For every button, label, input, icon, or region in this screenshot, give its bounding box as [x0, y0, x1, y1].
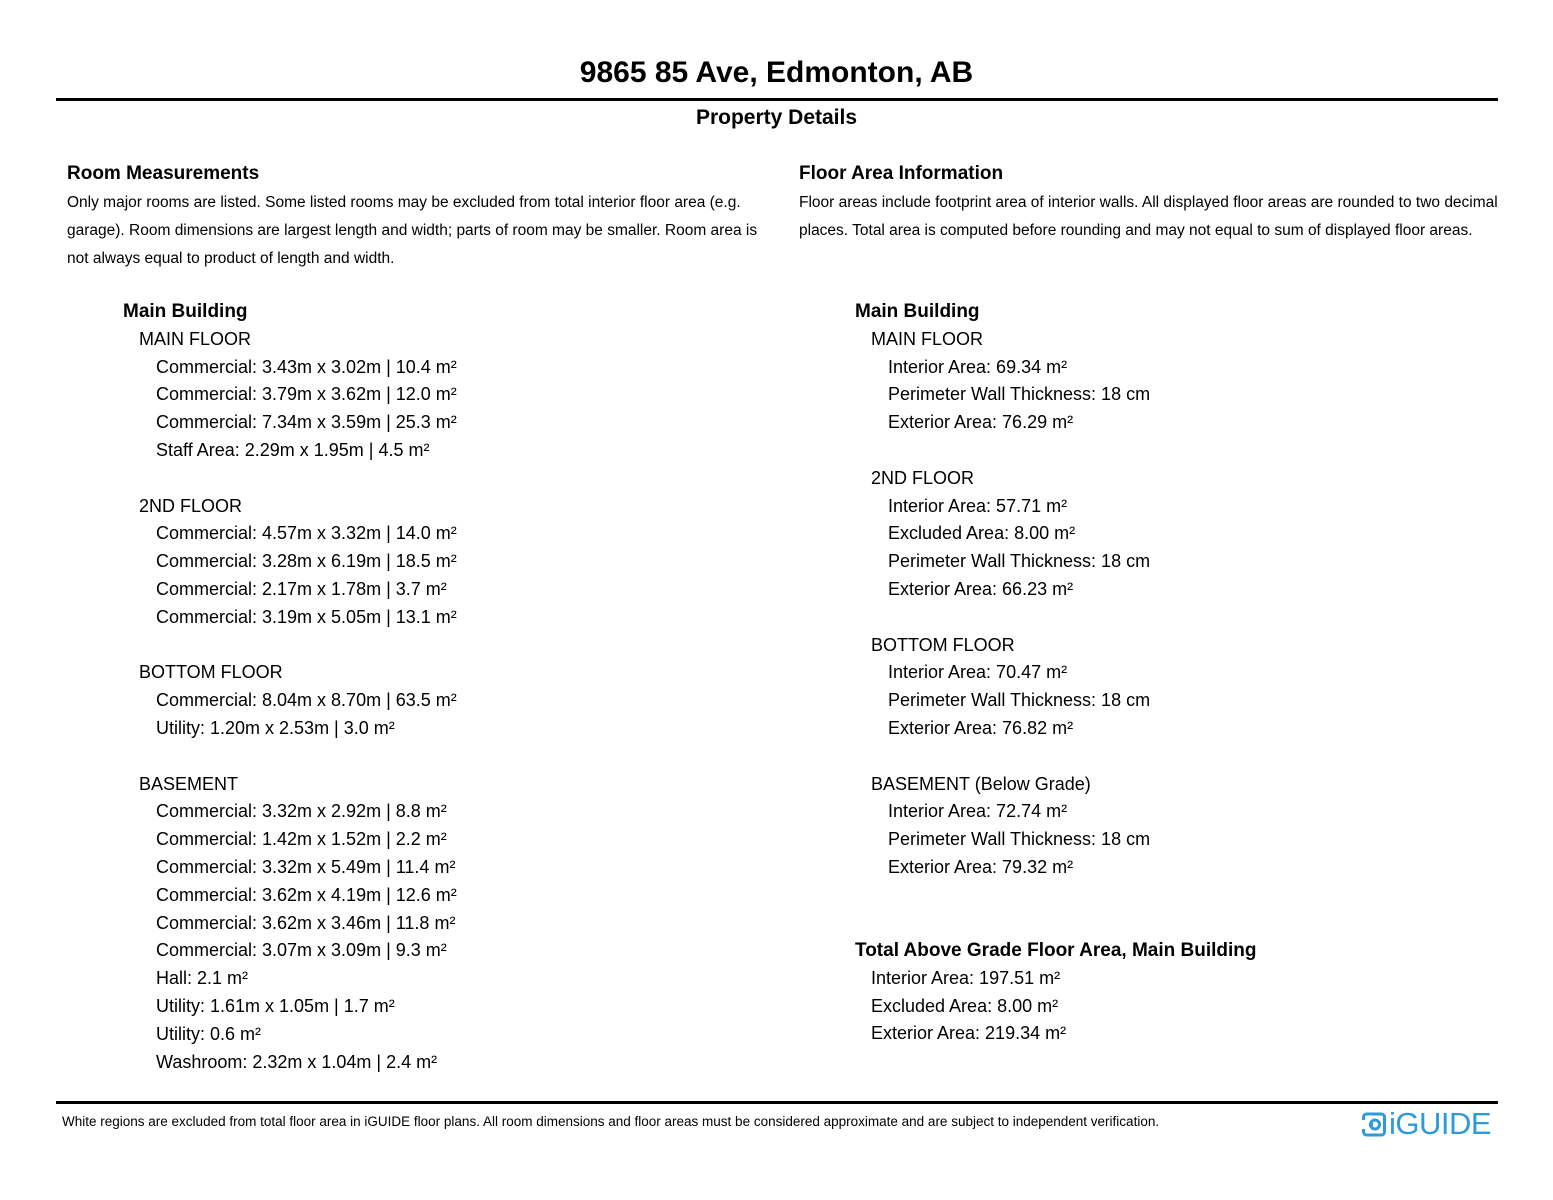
area-item: Interior Area: 69.34 m² [888, 356, 1068, 377]
total-area-item: Excluded Area: 8.00 m² [871, 995, 1059, 1016]
floor-area-heading: Floor Area Information [799, 163, 1004, 184]
floor-area-intro: Floor areas include footprint area of interior walls. All displayed floor areas are rounded to two decimal places. Total area is computed before rounding and may not equal to sum of displayed floor areas. [799, 194, 1498, 239]
room-item: Commercial: 3.62m x 3.46m | 11.8 m² [156, 912, 456, 933]
room-item: Utility: 1.61m x 1.05m | 1.7 m² [156, 995, 395, 1016]
area-item: Interior Area: 70.47 m² [888, 662, 1068, 683]
total-area-item: Interior Area: 197.51 m² [871, 967, 1061, 988]
area-item: Exterior Area: 76.82 m² [888, 717, 1074, 738]
spacer [123, 465, 743, 493]
room-item: Commercial: 3.32m x 5.49m | 11.4 m² [156, 856, 456, 877]
area-item: Excluded Area: 8.00 m² [888, 523, 1076, 544]
room-item: Commercial: 3.28m x 6.19m | 18.5 m² [156, 551, 457, 572]
floor-title: MAIN FLOOR [139, 328, 252, 349]
room-item: Commercial: 1.42m x 1.52m | 2.2 m² [156, 829, 447, 850]
spacer [855, 437, 1495, 465]
area-item: Exterior Area: 76.29 m² [888, 412, 1074, 433]
floor-title: 2ND FLOOR [871, 467, 975, 488]
iguide-logo-icon [1362, 1111, 1386, 1137]
footer-disclaimer: White regions are excluded from total floor area in iGUIDE floor plans. All room dimensions and floor areas must be considered approximate and are subject to independent verification. [62, 1114, 1160, 1129]
floor-title: MAIN FLOOR [871, 328, 984, 349]
room-measurements-list [123, 298, 743, 1076]
building-title: Main Building [855, 301, 980, 322]
room-item: Commercial: 3.32m x 2.92m | 8.8 m² [156, 801, 447, 822]
header-divider [56, 98, 1498, 101]
room-item: Commercial: 2.17m x 1.78m | 3.7 m² [156, 578, 447, 599]
area-item: Interior Area: 72.74 m² [888, 801, 1068, 822]
room-item: Washroom: 2.32m x 1.04m | 2.4 m² [156, 1051, 438, 1072]
room-item: Commercial: 8.04m x 8.70m | 63.5 m² [156, 690, 457, 711]
area-item: Interior Area: 57.71 m² [888, 495, 1068, 516]
room-item: Commercial: 3.07m x 3.09m | 9.3 m² [156, 940, 447, 961]
room-item: Commercial: 3.19m x 5.05m | 13.1 m² [156, 606, 457, 627]
room-item: Utility: 0.6 m² [156, 1023, 262, 1044]
footer-divider [56, 1101, 1498, 1104]
floor-title: BASEMENT [139, 773, 239, 794]
building-title: Main Building [123, 301, 248, 322]
floor-title: BOTTOM FLOOR [871, 634, 1015, 655]
total-area-heading: Total Above Grade Floor Area, Main Building [855, 940, 1257, 961]
room-item: Commercial: 3.62m x 4.19m | 12.6 m² [156, 884, 457, 905]
room-item: Commercial: 7.34m x 3.59m | 25.3 m² [156, 412, 457, 433]
room-item: Commercial: 4.57m x 3.32m | 14.0 m² [156, 523, 457, 544]
room-item: Commercial: 3.79m x 3.62m | 12.0 m² [156, 384, 457, 405]
spacer [855, 743, 1495, 771]
floor-title: 2ND FLOOR [139, 495, 243, 516]
spacer [123, 743, 743, 771]
room-item: Hall: 2.1 m² [156, 968, 249, 989]
area-item: Perimeter Wall Thickness: 18 cm [888, 551, 1151, 572]
iguide-logo [1362, 1106, 1491, 1142]
area-item: Exterior Area: 66.23 m² [888, 578, 1074, 599]
area-item: Perimeter Wall Thickness: 18 cm [888, 384, 1151, 405]
room-item: Staff Area: 2.29m x 1.95m | 4.5 m² [156, 439, 430, 460]
room-measurements-heading: Room Measurements [67, 163, 260, 184]
page-subtitle: Property Details [695, 106, 858, 129]
floor-title: BOTTOM FLOOR [139, 662, 283, 683]
spacer [123, 632, 743, 660]
floor-area-list [855, 298, 1495, 882]
floor-title: BASEMENT (Below Grade) [871, 773, 1091, 794]
iguide-logo-text: iGUIDE [1389, 1106, 1492, 1141]
room-item: Commercial: 3.43m x 3.02m | 10.4 m² [156, 356, 457, 377]
area-item: Perimeter Wall Thickness: 18 cm [888, 829, 1151, 850]
total-area-item: Exterior Area: 219.34 m² [871, 1023, 1067, 1044]
room-item: Utility: 1.20m x 2.53m | 3.0 m² [156, 717, 395, 738]
area-item: Perimeter Wall Thickness: 18 cm [888, 690, 1151, 711]
total-area-block [855, 937, 1495, 1048]
page-title: 9865 85 Ave, Edmonton, AB [579, 56, 974, 89]
room-measurements-intro: Only major rooms are listed. Some listed rooms may be excluded from total interior floor area (e.g. garage). Room dimensions are largest length and width; parts of room may be smaller. Room area is not always equal to product of length and width. [67, 194, 758, 267]
spacer [855, 604, 1495, 632]
area-item: Exterior Area: 79.32 m² [888, 856, 1074, 877]
